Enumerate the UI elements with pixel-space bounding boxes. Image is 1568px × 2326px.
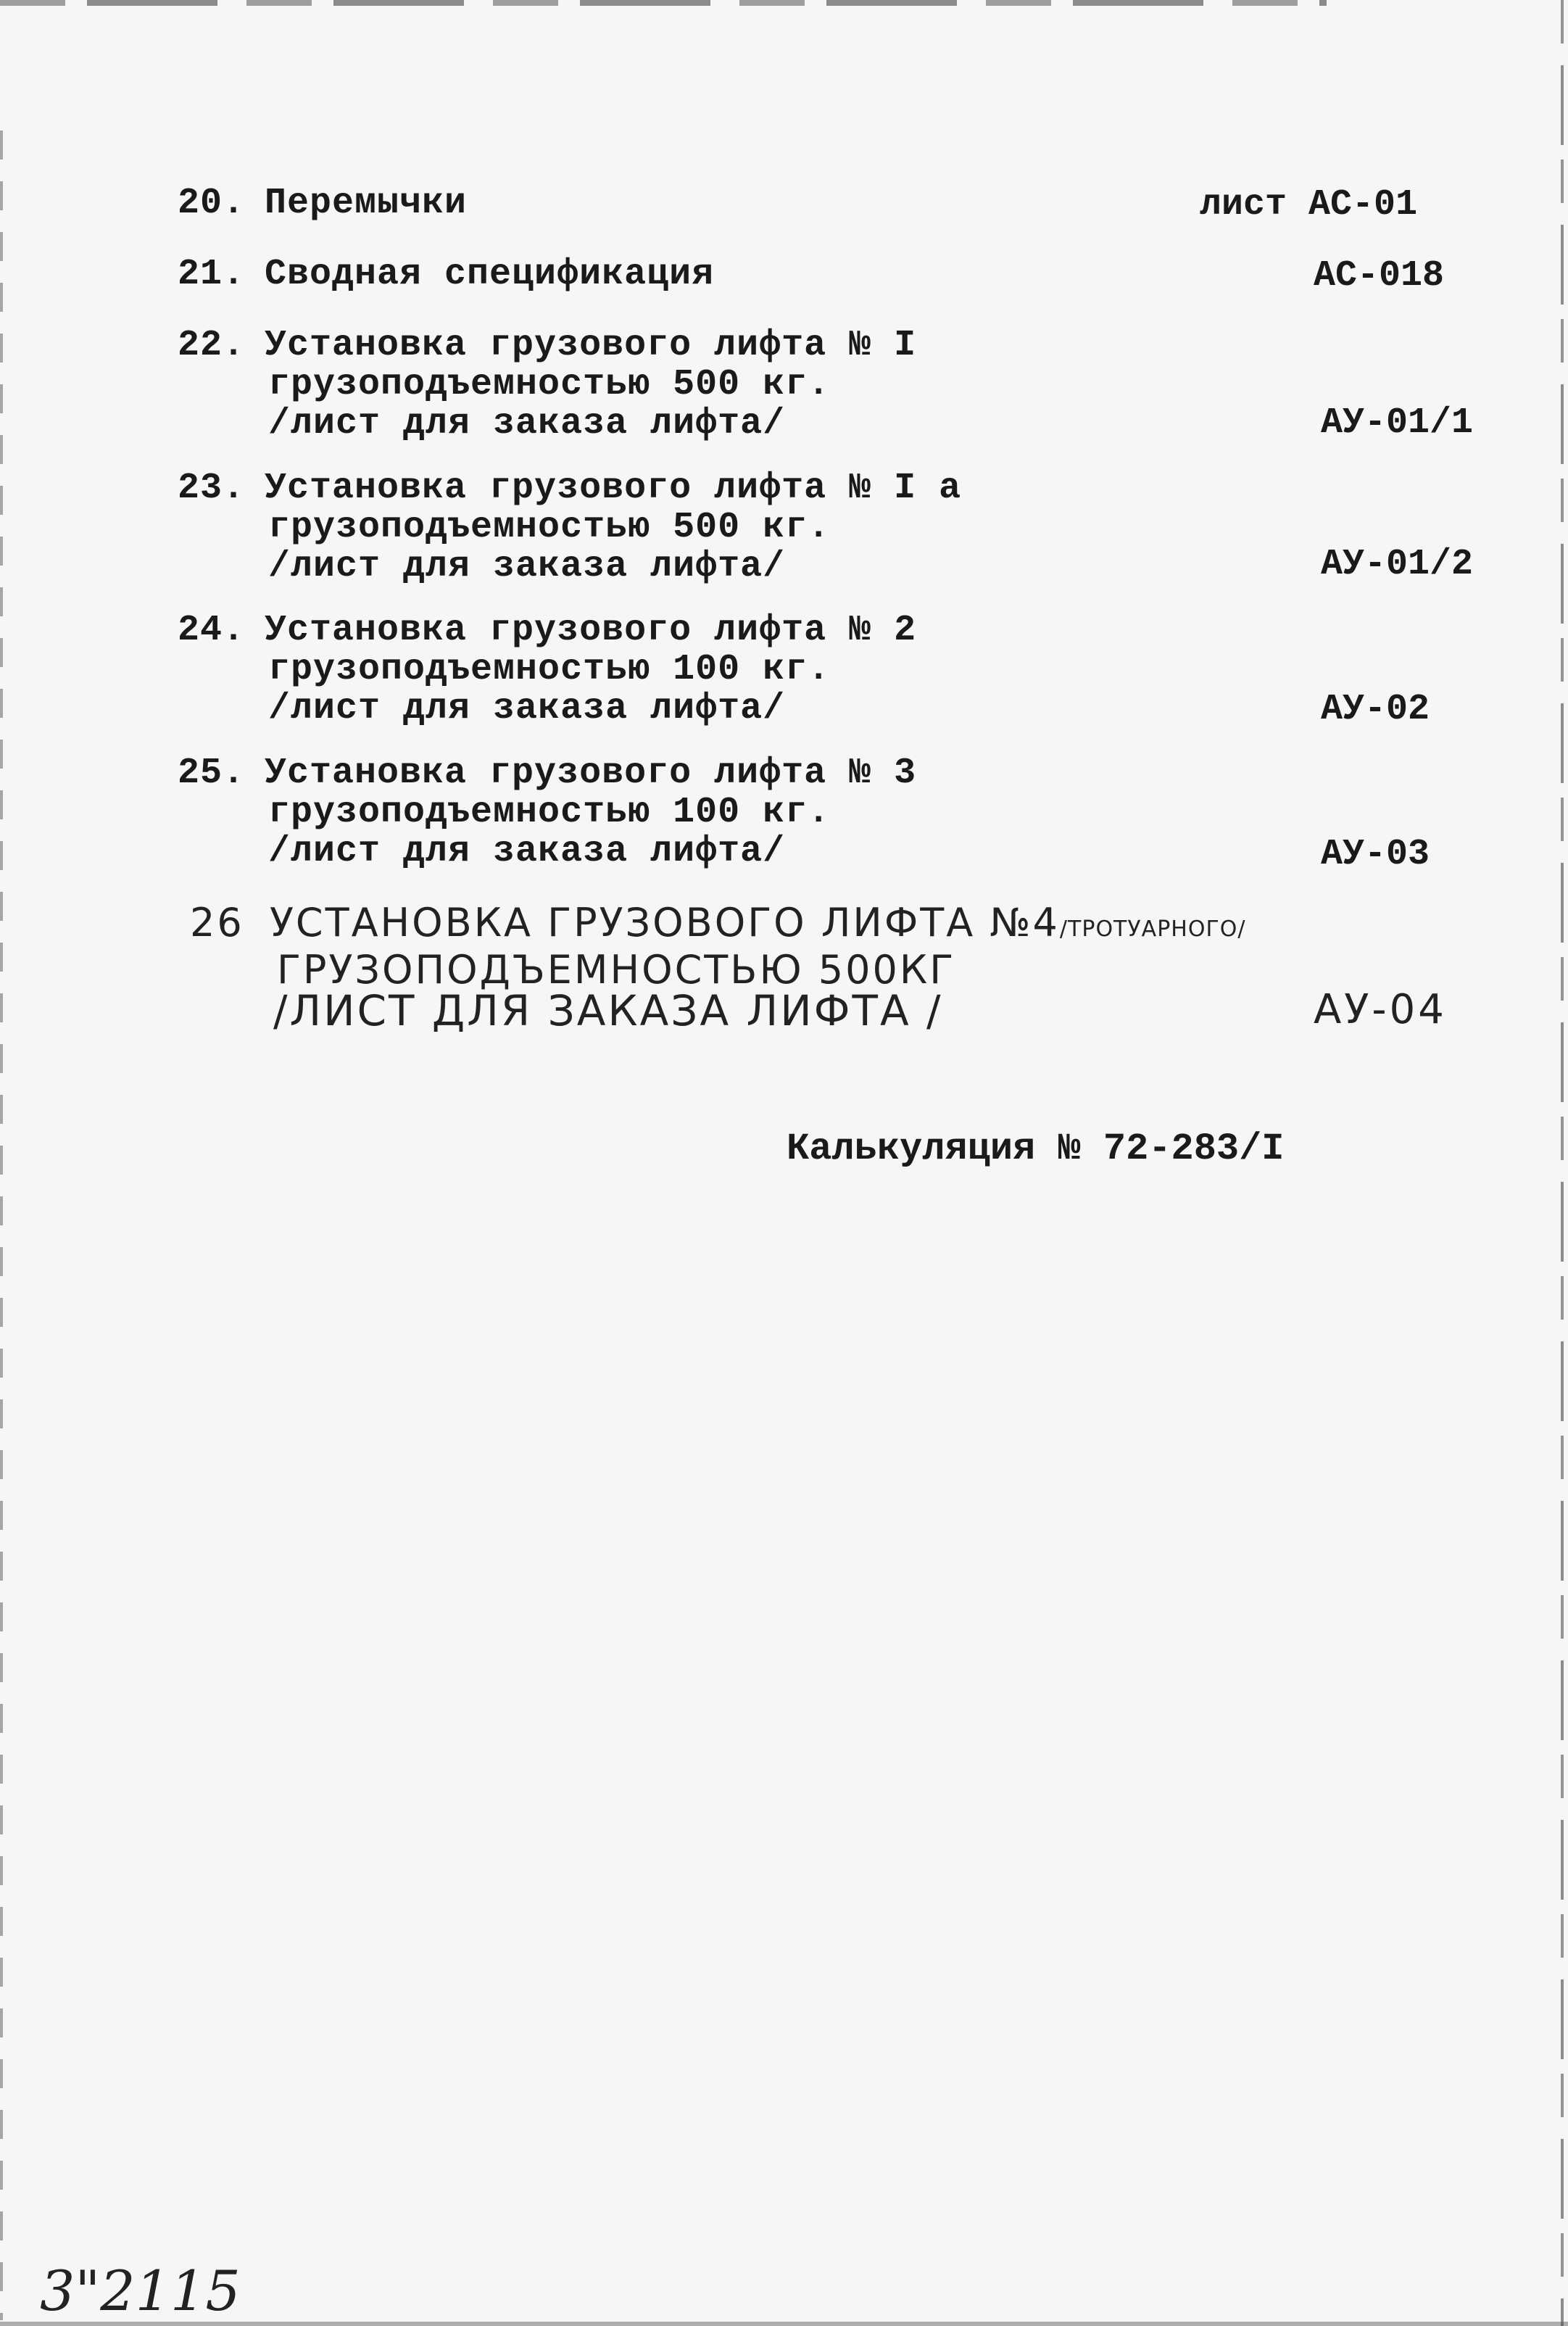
scan-edge-right: [1561, 0, 1564, 2326]
sheet-ref-23: АУ-01/2: [1321, 544, 1474, 585]
item-number: 23.: [178, 468, 246, 509]
sheet-code: АС-01: [1308, 184, 1418, 225]
item-line-2: грузоподъемностью 100 кг.: [268, 792, 831, 833]
item-number: 21.: [178, 254, 246, 295]
sheet-ref-24: АУ-02: [1321, 689, 1430, 730]
item-title: Сводная спецификация: [265, 254, 715, 295]
sheet-ref-26: АУ-04: [1314, 986, 1447, 1033]
sheet-ref-21: АС-018: [1314, 255, 1445, 297]
item-title-note: /ТРОТУАРНОГО/: [1059, 916, 1246, 942]
item-line-3: /лист для заказа лифта/: [268, 546, 786, 587]
item-line-3: /лист для заказа лифта/: [268, 831, 786, 872]
item-line-2: грузоподъемностью 100 кг.: [268, 649, 831, 690]
list-item-26: [190, 900, 1246, 1035]
scan-edge-top: [0, 0, 1327, 6]
item-number: 20.: [178, 183, 246, 224]
list-item-20: [178, 184, 467, 223]
scan-edge-left: [0, 131, 3, 2320]
item-title: Установка грузового лифта № 3: [265, 753, 917, 794]
item-line-2: ГРУЗОПОДЪЕМНОСТЬЮ 500КГ: [277, 947, 956, 993]
item-title: Установка грузового лифта № I: [265, 325, 917, 366]
list-item-23: [178, 469, 961, 587]
list-item-25: [178, 754, 916, 872]
item-number: 26: [190, 900, 244, 945]
list-item-22: [178, 326, 916, 444]
calculation-reference: Калькуляция № 72-283/I: [787, 1127, 1285, 1170]
item-title: Установка грузового лифта № I а: [265, 468, 962, 509]
item-number: 24.: [178, 610, 246, 651]
item-title: Перемычки: [265, 183, 468, 224]
sheet-ref-22: АУ-01/1: [1321, 402, 1474, 444]
sheet-ref-25: АУ-03: [1321, 834, 1430, 875]
sheet-ref-20: [1200, 184, 1417, 225]
item-line-2: грузоподъемностью 500 кг.: [268, 364, 831, 405]
list-item-24: [178, 611, 916, 729]
archive-number: 3"2115: [40, 2259, 241, 2323]
item-number: 22.: [178, 325, 246, 366]
list-item-21: [178, 255, 714, 294]
sheet-prefix: лист: [1200, 184, 1287, 225]
item-line-3: /ЛИСТ ДЛЯ ЗАКАЗА ЛИФТА /: [273, 986, 943, 1035]
item-line-3: /лист для заказа лифта/: [268, 688, 786, 729]
item-line-3: /лист для заказа лифта/: [268, 403, 786, 444]
item-number: 25.: [178, 753, 246, 794]
item-title: УСТАНОВКА ГРУЗОВОГО ЛИФТА №4: [270, 900, 1060, 945]
item-line-2: грузоподъемностью 500 кг.: [268, 507, 831, 548]
item-title: Установка грузового лифта № 2: [265, 610, 917, 651]
